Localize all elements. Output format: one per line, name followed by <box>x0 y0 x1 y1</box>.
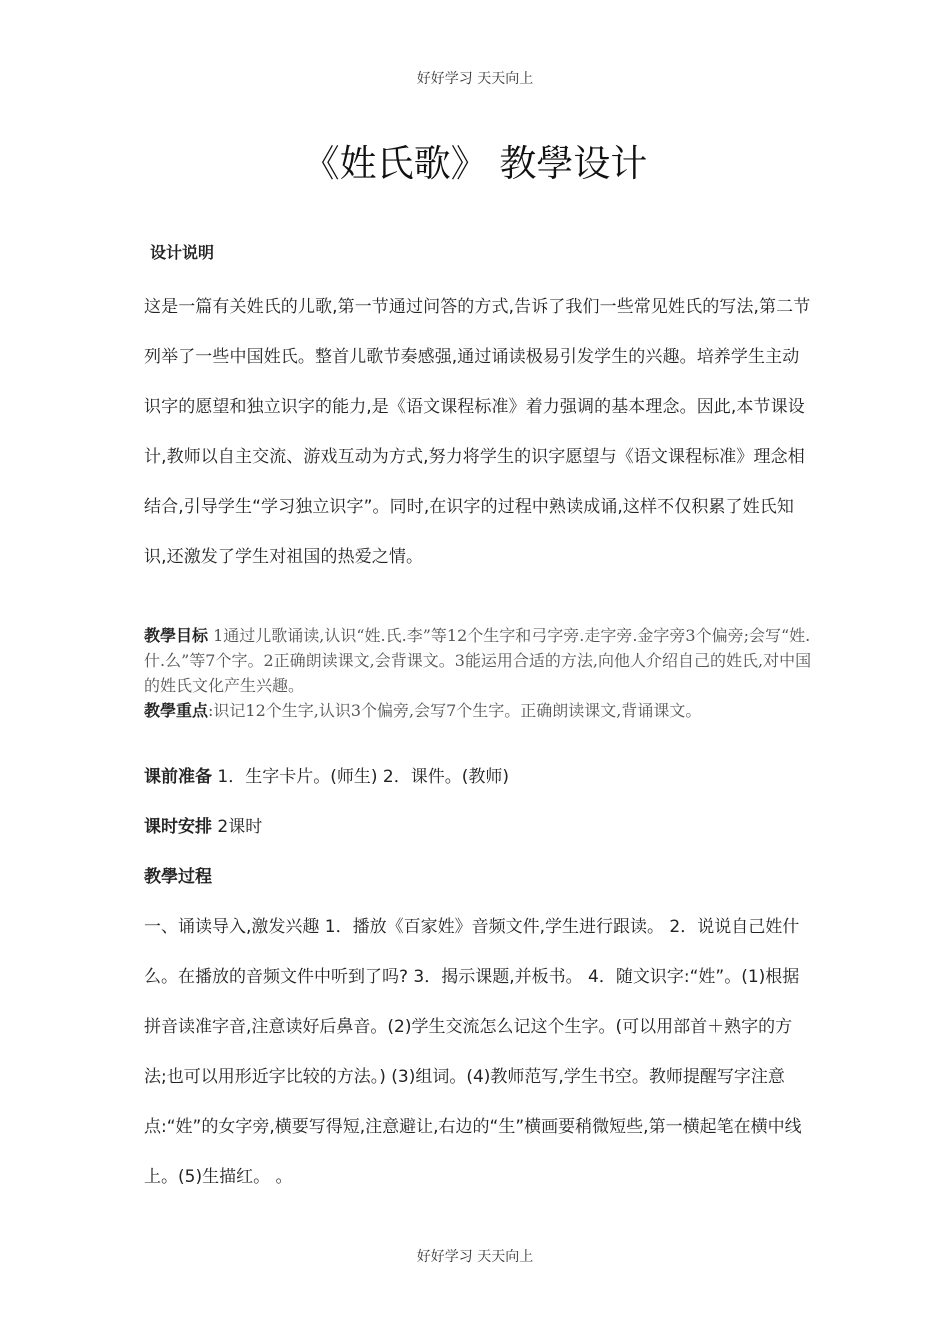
title-text-suffix: 教學设计 <box>487 142 648 185</box>
process-heading: 教學过程 <box>144 867 212 887</box>
preparation-label: 课前准备 <box>144 767 212 787</box>
preparation-text: 1．生字卡片。(师生) 2．课件。(教师) <box>212 767 509 787</box>
key-points <box>144 698 812 723</box>
goals-and-key-points <box>144 623 812 723</box>
title-text-name: 《姓氏歌》 <box>302 142 488 185</box>
key-points-text: :识记12个生字,认识3个偏旁,会写7个生字。正确朗读课文,背诵课文。 <box>208 701 702 720</box>
design-notes-heading: 设计说明 <box>150 243 215 262</box>
schedule-text: 2课时 <box>212 817 263 837</box>
teaching-goals <box>144 623 812 698</box>
schedule-label: 课时安排 <box>144 817 212 837</box>
document-title <box>0 138 950 190</box>
page-header: 好好学习 天天向上 <box>416 71 534 87</box>
process-heading-line <box>144 862 212 887</box>
key-points-label: 教學重点 <box>144 701 209 720</box>
teaching-goals-text: 1通过儿歌诵读,认识“姓.氏.李”等12个生字和弓字旁.走字旁.金字旁3个偏旁;会写“姓.什.么”等7个字。2正确朗读课文,会背课文。3能运用合适的方法,向他人介绍自己的姓氏,对中国的姓氏文化产生兴趣。 <box>144 626 812 695</box>
teaching-goals-label: 教學目标 <box>144 626 209 645</box>
design-notes-paragraph: 这是一篇有关姓氏的儿歌,第一节通过问答的方式,告诉了我们一些常见姓氏的写法,第二节列举了一些中国姓氏。整首儿歌节奏感强,通过诵读极易引发学生的兴趣。培养学生主动识字的愿望和独立识字的能力,是《语文课程标准》着力强调的基本理念。因此,本节课设计,教师以自主交流、游戏互动为方式,努力将学生的识字愿望与《语文课程标准》理念相结合,引导学生“学习独立识字”。同时,在识字的过程中熟读成诵,这样不仅积累了姓氏知识,还激发了学生对祖国的热爱之情。 <box>144 297 811 567</box>
schedule-line <box>144 812 262 837</box>
process-paragraph: 一、诵读导入,激发兴趣 1．播放《百家姓》音频文件,学生进行跟读。 2．说说自己姓什么。在播放的音频文件中听到了吗? 3．揭示课题,并板书。 4．随文识字:“姓”。(1)根据拼音读准字音,注意读好后鼻音。(2)学生交流怎么记这个生字。(可以用部首＋熟字的方法;也可以用形近字比较的方法。) (3)组词。(4)教师范写,学生书空。教师提醒写字注意点:“姓”的女字旁,横要写得短,注意避让,右边的“生”横画要稍微短些,第一横起笔在横中线上。(5)生描红。 。 <box>144 917 802 1187</box>
preparation-line <box>144 762 509 787</box>
page-footer: 好好学习 天天向上 <box>416 1249 534 1265</box>
